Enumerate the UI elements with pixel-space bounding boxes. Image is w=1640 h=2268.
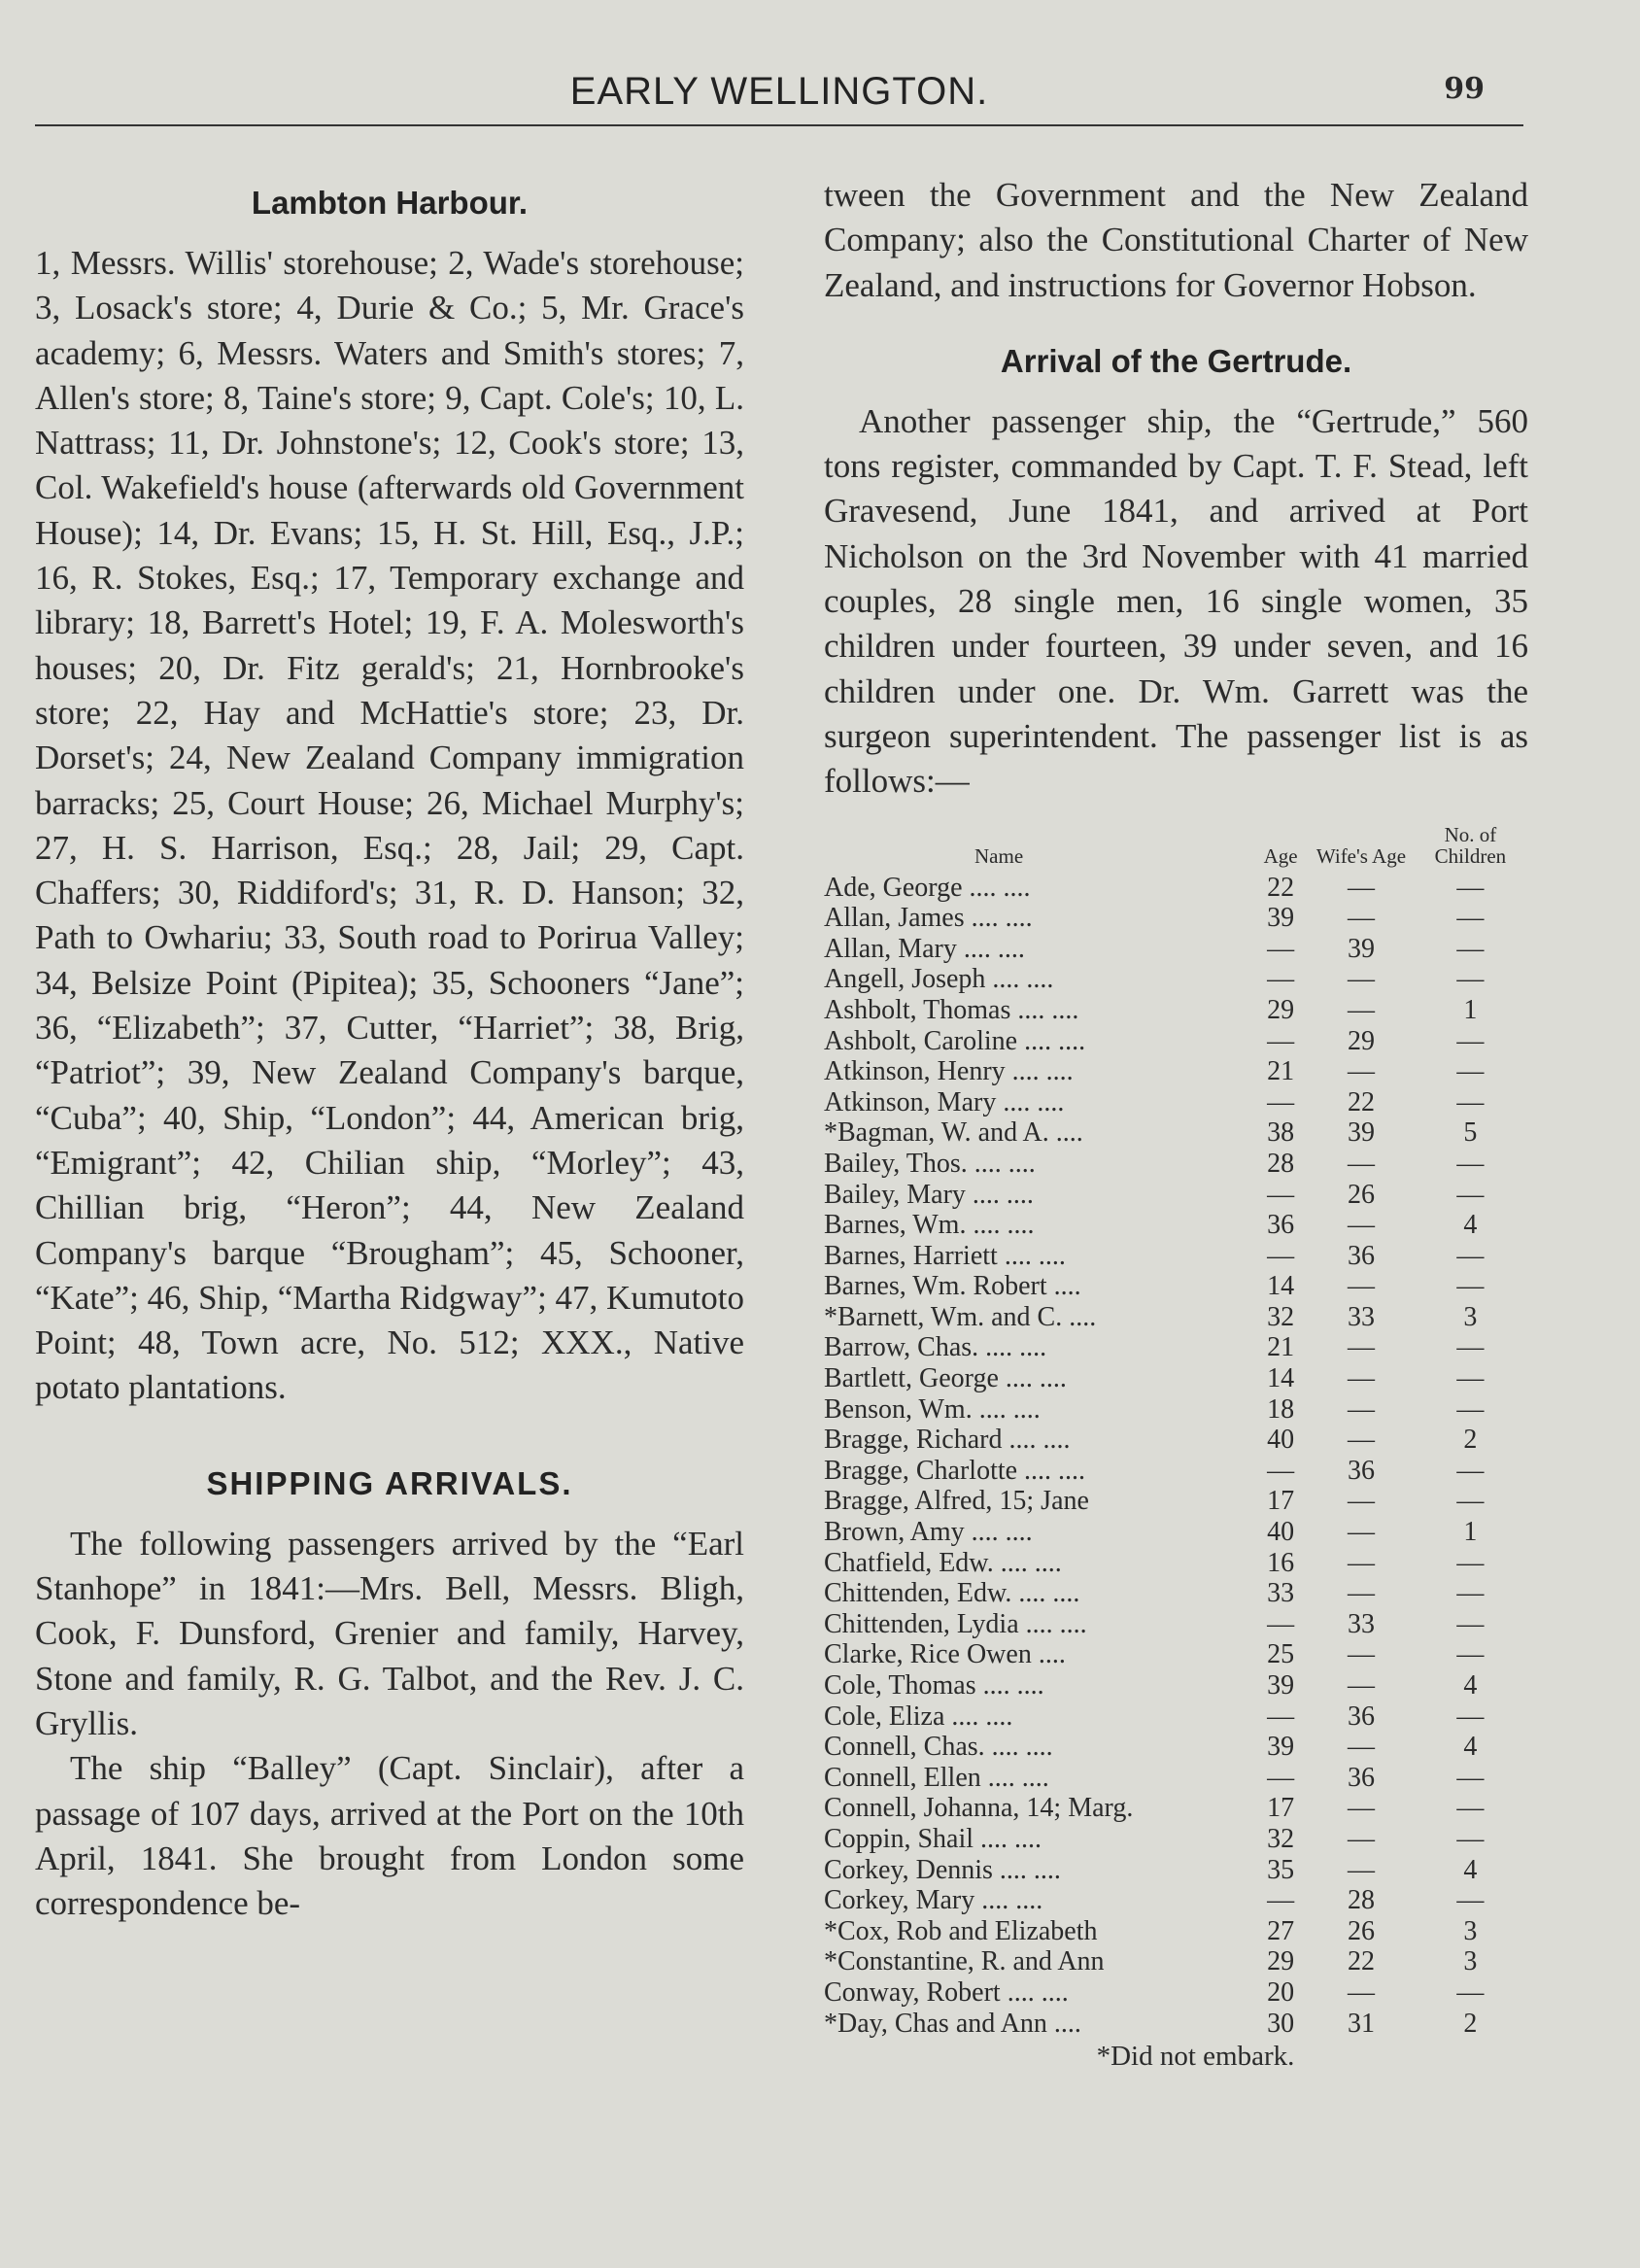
cell-wife-age: — xyxy=(1347,1823,1375,1854)
cell-children: 1 xyxy=(1463,994,1478,1025)
cell-age: 14 xyxy=(1267,1271,1295,1302)
table-row xyxy=(824,1056,1528,1087)
cell-age: 33 xyxy=(1267,1578,1295,1609)
cell-age: — xyxy=(1267,1086,1295,1117)
cell-children: — xyxy=(1456,1056,1485,1087)
cell-name: *Day, Chas and Ann .... xyxy=(824,2008,1081,2039)
cell-children: — xyxy=(1456,1976,1485,2008)
cell-children: — xyxy=(1456,1823,1485,1854)
passenger-list-table xyxy=(824,824,1528,2040)
cell-wife-age: 36 xyxy=(1347,1762,1375,1793)
cell-children: 4 xyxy=(1463,1732,1478,1763)
cell-wife-age: 33 xyxy=(1347,1301,1375,1332)
cell-wife-age: — xyxy=(1347,1793,1375,1824)
table-header-row xyxy=(824,824,1528,873)
cell-age: 38 xyxy=(1267,1117,1295,1149)
cell-name: Coppin, Shail .... .... xyxy=(824,1823,1042,1854)
cell-wife-age: 33 xyxy=(1347,1608,1375,1639)
table-row xyxy=(824,1149,1528,1180)
section-heading-lambton-harbour: Lambton Harbour. xyxy=(251,185,529,221)
col-header-wife-age: Wife's Age xyxy=(1315,843,1407,868)
cell-children: — xyxy=(1456,1793,1485,1824)
cell-children: 2 xyxy=(1463,2008,1478,2039)
cell-children: — xyxy=(1456,903,1485,934)
cell-name: Brown, Amy .... .... xyxy=(824,1517,1033,1548)
page-header xyxy=(35,66,1523,126)
cell-wife-age: — xyxy=(1347,1517,1375,1548)
table-row xyxy=(824,964,1528,995)
cell-name: Bailey, Mary .... .... xyxy=(824,1179,1034,1210)
cell-children: 2 xyxy=(1463,1425,1478,1456)
cell-children: — xyxy=(1456,1701,1485,1732)
cell-name: Bragge, Charlotte .... .... xyxy=(824,1455,1086,1486)
cell-wife-age: — xyxy=(1347,1854,1375,1885)
cell-wife-age: — xyxy=(1347,1271,1375,1302)
cell-children: — xyxy=(1456,1608,1485,1639)
table-row xyxy=(824,1456,1528,1487)
cell-name: Cole, Thomas .... .... xyxy=(824,1670,1044,1701)
cell-children: 3 xyxy=(1463,1301,1478,1332)
cell-wife-age: — xyxy=(1347,1425,1375,1456)
cell-name: Chittenden, Edw. .... .... xyxy=(824,1578,1080,1609)
cell-wife-age: — xyxy=(1347,1363,1375,1394)
cell-name: Benson, Wm. .... .... xyxy=(824,1393,1041,1425)
table-row xyxy=(824,1701,1528,1733)
cell-age: 35 xyxy=(1267,1854,1295,1885)
cell-children: — xyxy=(1456,964,1485,995)
cell-wife-age: — xyxy=(1347,1976,1375,2008)
cell-age: 29 xyxy=(1267,1946,1295,1977)
table-row xyxy=(824,1609,1528,1640)
cell-children: — xyxy=(1456,1025,1485,1056)
table-row xyxy=(824,995,1528,1026)
cell-children: — xyxy=(1456,1271,1485,1302)
table-row xyxy=(824,1824,1528,1855)
cell-age: — xyxy=(1267,1455,1295,1486)
cell-name: *Constantine, R. and Ann xyxy=(824,1946,1105,1977)
table-row xyxy=(824,1180,1528,1211)
cell-name: Angell, Joseph .... .... xyxy=(824,964,1054,995)
cell-age: — xyxy=(1267,1608,1295,1639)
cell-name: Bragge, Richard .... .... xyxy=(824,1425,1071,1456)
cell-wife-age: — xyxy=(1347,964,1375,995)
cell-wife-age: — xyxy=(1347,1639,1375,1670)
cell-children: 4 xyxy=(1463,1210,1478,1241)
cell-wife-age: 22 xyxy=(1347,1086,1375,1117)
page-number: 99 xyxy=(1444,72,1485,106)
balley-paragraph: The ship “Balley” (Capt. Sinclair), after a passage of 107 days, arrived at the Port on the 10th April, 1841. She brought from London some correspondence be- xyxy=(35,1749,744,1923)
cell-children: — xyxy=(1456,1393,1485,1425)
cell-age: 25 xyxy=(1267,1639,1295,1670)
cell-age: 20 xyxy=(1267,1976,1295,2008)
gertrude-paragraph: Another passenger ship, the “Gertrude,” 560 tons register, commanded by Capt. T. F. Stead, left Gravesend, June 1841, and arrived at Port Nicholson on the 3rd November with 41 married couples, 28 single men, 16 single women, 35 children under fourteen, 39 under seven, and 16 children under one. Dr. Wm. Garrett was the surgeon superintendent. The passenger list is as follows:— xyxy=(824,401,1528,801)
cell-children: — xyxy=(1456,1086,1485,1117)
cell-age: 39 xyxy=(1267,1670,1295,1701)
cell-age: — xyxy=(1267,1885,1295,1916)
cell-wife-age: — xyxy=(1347,1732,1375,1763)
table-row xyxy=(824,1639,1528,1670)
cell-age: 16 xyxy=(1267,1547,1295,1578)
col-header-children: No. of Children xyxy=(1434,822,1507,868)
cell-children: 3 xyxy=(1463,1915,1478,1946)
footnote: *Did not embark. xyxy=(1096,2041,1295,2073)
cell-age: 28 xyxy=(1267,1148,1295,1179)
cell-wife-age: — xyxy=(1347,1332,1375,1363)
cell-age: 36 xyxy=(1267,1210,1295,1241)
cell-children: — xyxy=(1456,1762,1485,1793)
lambton-harbour-key: 1, Messrs. Willis' storehouse; 2, Wade's storehouse; 3, Losack's store; 4, Durie & Co.; 5, Mr. Grace's academy; 6, Messrs. Waters and Smith's stores; 7, Allen's store; 8, Taine's store; 9, Capt. Cole's; 10, L. Nattrass; 11, Dr. Johnstone's; 12, Cook's store; 13, Col. Wakefield's house (afterwards old Government House); 14, Dr. Evans; 15, H. St. Hill, Esq., J.P.; 16, R. Stokes, Esq.; 17, Temporary exchange and library; 18, Barrett's Hotel; 19, F. A. Molesworth's houses; 20, Dr. Fitz gerald's; 21, Hornbrooke's store; 22, Hay and McHattie's store; 23, Dr. Dorset's; 24, New Zealand Company immigration barracks; 25, Court House; 26, Michael Murphy's; 27, H. S. Harrison, Esq.; 28, Jail; 29, Capt. Chaffers; 30, Riddiford's; 31, R. D. Hanson; 32, Path to Owhariu; 33, South road to Porirua Valley; 34, Belsize Point (Pipitea); 35, Schooners “Jane”; 36, “Elizabeth”; 37, Cutter, “Harriet”; 38, Brig, “Patriot”; 39, New Zealand Company's barque, “Cuba”; 40, Ship, “London”; 44, American brig, “Emigrant”; 42, Chilian ship, “Morley”; 43, Chillian brig, “Heron”; 44, New Zealand Company's barque “Brougham”; 45, Schooner, “Kate”; 46, Ship, “Martha Ridgway”; 47, Kumutoto Point; 48, Town acre, No. 512; XXX., Native potato plantations. xyxy=(35,244,744,1407)
cell-age: 29 xyxy=(1267,994,1295,1025)
table-row xyxy=(824,1087,1528,1118)
table-row xyxy=(824,1302,1528,1333)
cell-children: — xyxy=(1456,1332,1485,1363)
cell-name: Allan, Mary .... .... xyxy=(824,933,1025,964)
cell-children: — xyxy=(1456,1639,1485,1670)
cell-name: Chittenden, Lydia .... .... xyxy=(824,1608,1087,1639)
table-row xyxy=(824,1517,1528,1548)
col-header-age: Age xyxy=(1263,843,1298,868)
cell-children: — xyxy=(1456,1578,1485,1609)
cell-age: 32 xyxy=(1267,1301,1295,1332)
cell-children: — xyxy=(1456,1455,1485,1486)
cell-name: *Cox, Rob and Elizabeth xyxy=(824,1915,1098,1946)
cell-age: 14 xyxy=(1267,1363,1295,1394)
table-row xyxy=(824,2009,1528,2040)
table-row xyxy=(824,1670,1528,1701)
cell-name: Barnes, Harriett .... .... xyxy=(824,1240,1066,1271)
cell-children: — xyxy=(1456,1885,1485,1916)
table-row xyxy=(824,1855,1528,1886)
cell-age: — xyxy=(1267,1762,1295,1793)
table-row xyxy=(824,1486,1528,1517)
left-column xyxy=(35,175,744,1926)
cell-name: *Bagman, W. and A. .... xyxy=(824,1117,1083,1149)
cell-wife-age: — xyxy=(1347,1210,1375,1241)
table-row xyxy=(824,1026,1528,1057)
cell-children: — xyxy=(1456,1547,1485,1578)
cell-name: Cole, Eliza .... .... xyxy=(824,1701,1013,1732)
cell-name: Chatfield, Edw. .... .... xyxy=(824,1547,1062,1578)
cell-children: 1 xyxy=(1463,1517,1478,1548)
cell-children: — xyxy=(1456,1486,1485,1517)
cell-age: 39 xyxy=(1267,1732,1295,1763)
right-column xyxy=(824,175,1528,2073)
table-row xyxy=(824,1425,1528,1456)
cell-name: Barrow, Chas. .... .... xyxy=(824,1332,1047,1363)
cell-wife-age: — xyxy=(1347,1547,1375,1578)
cell-children: — xyxy=(1456,1148,1485,1179)
cell-age: — xyxy=(1267,1240,1295,1271)
table-row xyxy=(824,1732,1528,1763)
cell-wife-age: — xyxy=(1347,1393,1375,1425)
table-row xyxy=(824,1977,1528,2009)
cell-children: — xyxy=(1456,872,1485,903)
cell-children: 5 xyxy=(1463,1117,1478,1149)
cell-name: Connell, Chas. .... .... xyxy=(824,1732,1053,1763)
cell-age: — xyxy=(1267,964,1295,995)
cell-name: Atkinson, Mary .... .... xyxy=(824,1086,1065,1117)
cell-name: Connell, Johanna, 14; Marg. xyxy=(824,1793,1134,1824)
cell-name: Bartlett, George .... .... xyxy=(824,1363,1067,1394)
cell-name: Allan, James .... .... xyxy=(824,903,1033,934)
cell-name: Corkey, Mary .... .... xyxy=(824,1885,1043,1916)
cell-age: 40 xyxy=(1267,1425,1295,1456)
table-row xyxy=(824,1117,1528,1149)
cell-age: — xyxy=(1267,933,1295,964)
col-header-name: Name xyxy=(974,843,1024,868)
cell-name: Connell, Ellen .... .... xyxy=(824,1762,1049,1793)
table-row xyxy=(824,1885,1528,1916)
running-title: EARLY WELLINGTON. xyxy=(569,70,989,113)
cell-age: 39 xyxy=(1267,903,1295,934)
cell-age: 32 xyxy=(1267,1823,1295,1854)
cell-wife-age: — xyxy=(1347,1486,1375,1517)
cell-wife-age: 39 xyxy=(1347,1117,1375,1149)
table-row xyxy=(824,1548,1528,1579)
section-heading-shipping-arrivals: SHIPPING ARRIVALS. xyxy=(206,1464,573,1501)
cell-age: 17 xyxy=(1267,1486,1295,1517)
cell-name: Bailey, Thos. .... .... xyxy=(824,1148,1036,1179)
cell-wife-age: 28 xyxy=(1347,1885,1375,1916)
cell-age: — xyxy=(1267,1025,1295,1056)
cell-children: 4 xyxy=(1463,1854,1478,1885)
table-row xyxy=(824,903,1528,934)
section-heading-gertrude: Arrival of the Gertrude. xyxy=(1000,342,1352,379)
cell-wife-age: 36 xyxy=(1347,1240,1375,1271)
cell-wife-age: — xyxy=(1347,1578,1375,1609)
cell-name: Conway, Robert .... .... xyxy=(824,1976,1069,2008)
cell-wife-age: 39 xyxy=(1347,933,1375,964)
cell-wife-age: 26 xyxy=(1347,1915,1375,1946)
table-row xyxy=(824,1578,1528,1609)
cell-age: 17 xyxy=(1267,1793,1295,1824)
cell-age: — xyxy=(1267,1701,1295,1732)
table-row xyxy=(824,1916,1528,1947)
cell-name: Clarke, Rice Owen .... xyxy=(824,1639,1066,1670)
cell-age: — xyxy=(1267,1179,1295,1210)
earl-stanhope-paragraph: The following passengers arrived by the “Earl Stanhope” in 1841:—Mrs. Bell, Messrs. Bligh, Cook, F. Dunsford, Grenier and family, Harvey, Stone and family, R. G. Talbot, and the Rev. J. C. Gryllis. xyxy=(35,1524,744,1742)
cell-children: — xyxy=(1456,1240,1485,1271)
cell-wife-age: 36 xyxy=(1347,1455,1375,1486)
cell-wife-age: — xyxy=(1347,1148,1375,1179)
cell-name: *Barnett, Wm. and C. .... xyxy=(824,1301,1097,1332)
cell-name: Barnes, Wm. Robert .... xyxy=(824,1271,1081,1302)
cell-name: Ade, George .... .... xyxy=(824,872,1031,903)
cell-name: Ashbolt, Caroline .... .... xyxy=(824,1025,1086,1056)
cell-age: 27 xyxy=(1267,1915,1295,1946)
cell-children: — xyxy=(1456,933,1485,964)
cell-age: 30 xyxy=(1267,2008,1295,2039)
passenger-rows xyxy=(824,873,1528,2040)
table-row xyxy=(824,934,1528,965)
cell-name: Bragge, Alfred, 15; Jane xyxy=(824,1486,1089,1517)
table-row xyxy=(824,1332,1528,1363)
cell-children: — xyxy=(1456,1363,1485,1394)
cell-name: Atkinson, Henry .... .... xyxy=(824,1056,1074,1087)
cell-wife-age: — xyxy=(1347,1056,1375,1087)
table-row xyxy=(824,1241,1528,1272)
table-row xyxy=(824,1394,1528,1426)
cell-age: 21 xyxy=(1267,1056,1295,1087)
cell-wife-age: 26 xyxy=(1347,1179,1375,1210)
cell-wife-age: — xyxy=(1347,1670,1375,1701)
cell-name: Barnes, Wm. .... .... xyxy=(824,1210,1035,1241)
cell-wife-age: 29 xyxy=(1347,1025,1375,1056)
cell-wife-age: — xyxy=(1347,903,1375,934)
cell-age: 40 xyxy=(1267,1517,1295,1548)
table-row xyxy=(824,873,1528,904)
cell-children: 3 xyxy=(1463,1946,1478,1977)
cell-age: 22 xyxy=(1267,872,1295,903)
cell-children: — xyxy=(1456,1179,1485,1210)
cell-children: 4 xyxy=(1463,1670,1478,1701)
cell-wife-age: 22 xyxy=(1347,1946,1375,1977)
cell-wife-age: — xyxy=(1347,994,1375,1025)
cell-wife-age: 31 xyxy=(1347,2008,1375,2039)
table-row xyxy=(824,1793,1528,1824)
cell-name: Corkey, Dennis .... .... xyxy=(824,1854,1061,1885)
cell-name: Ashbolt, Thomas .... .... xyxy=(824,994,1079,1025)
table-row xyxy=(824,1363,1528,1394)
table-row xyxy=(824,1763,1528,1794)
continuation-paragraph: tween the Government and the New Zealand Company; also the Constitutional Charter of New Zealand, and instructions for Governor Hobson. xyxy=(824,176,1528,304)
cell-wife-age: — xyxy=(1347,872,1375,903)
table-row xyxy=(824,1271,1528,1302)
cell-age: 21 xyxy=(1267,1332,1295,1363)
table-row xyxy=(824,1946,1528,1977)
table-row xyxy=(824,1210,1528,1241)
cell-wife-age: 36 xyxy=(1347,1701,1375,1732)
cell-age: 18 xyxy=(1267,1393,1295,1425)
